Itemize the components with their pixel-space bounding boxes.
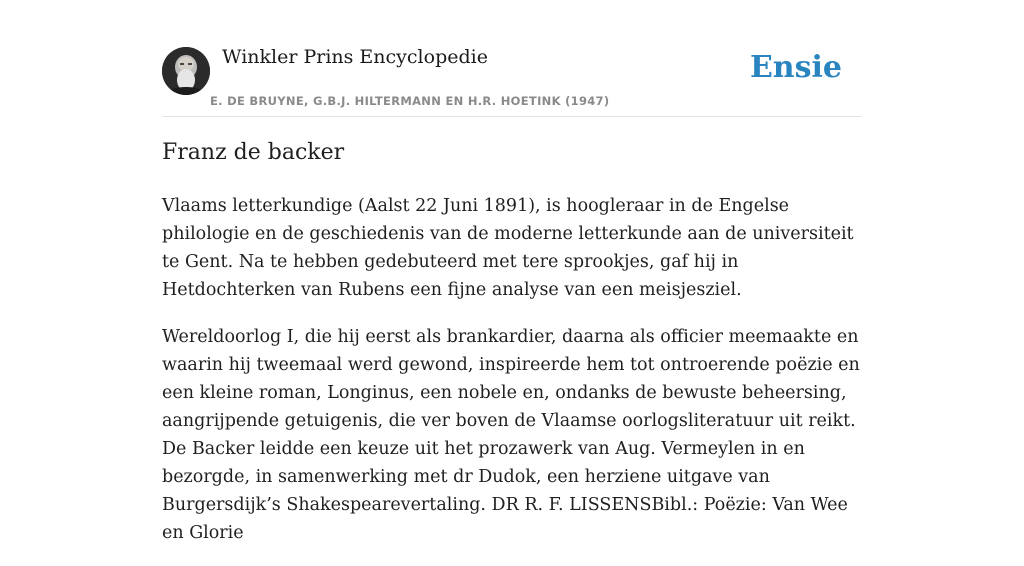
article-title: Franz de backer <box>162 140 345 165</box>
article-body <box>162 192 862 566</box>
site-title[interactable]: Winkler Prins Encyclopedie <box>222 46 488 68</box>
author-avatar[interactable] <box>162 47 210 95</box>
article-paragraph: Wereldoorlog I, die hij eerst als brankardier, daarna als officier meemaakte en waarin hij tweemaal werd gewond, inspireerde hem tot ontroerende poëzie en een kleine roman, Longinus, een nobele en, ondanks de bewuste beheersing, aangrijpende getuigenis, die ver boven de Vlaamse oorlogsliteratuur uit reikt. De Backer leidde een keuze uit het prozawerk van Aug. Vermeylen in en bezorgde, in samenwerking met dr Dudok, een herziene uitgave van Burgersdijk’s Shakespearevertaling. DR R. F. LISSENSBibl.: Poëzie: Van Wee en Glorie <box>162 327 860 543</box>
source-authors: E. DE BRUYNE, G.B.J. HILTERMANN EN H.R. HOETINK (1947) <box>210 94 610 108</box>
portrait-icon <box>162 47 210 95</box>
header <box>162 0 862 117</box>
ensie-logo[interactable]: Ensie <box>749 50 842 85</box>
page <box>162 0 862 543</box>
article-paragraph: Vlaams letterkundige (Aalst 22 Juni 1891), is hoogleraar in de Engelse philologie en de geschiedenis van de moderne letterkunde aan de universiteit te Gent. Na te hebben gedebuteerd met tere sprookjes, gaf hij in Hetdochterken van Rubens een fijne analyse van een meisjesziel. <box>162 196 854 300</box>
